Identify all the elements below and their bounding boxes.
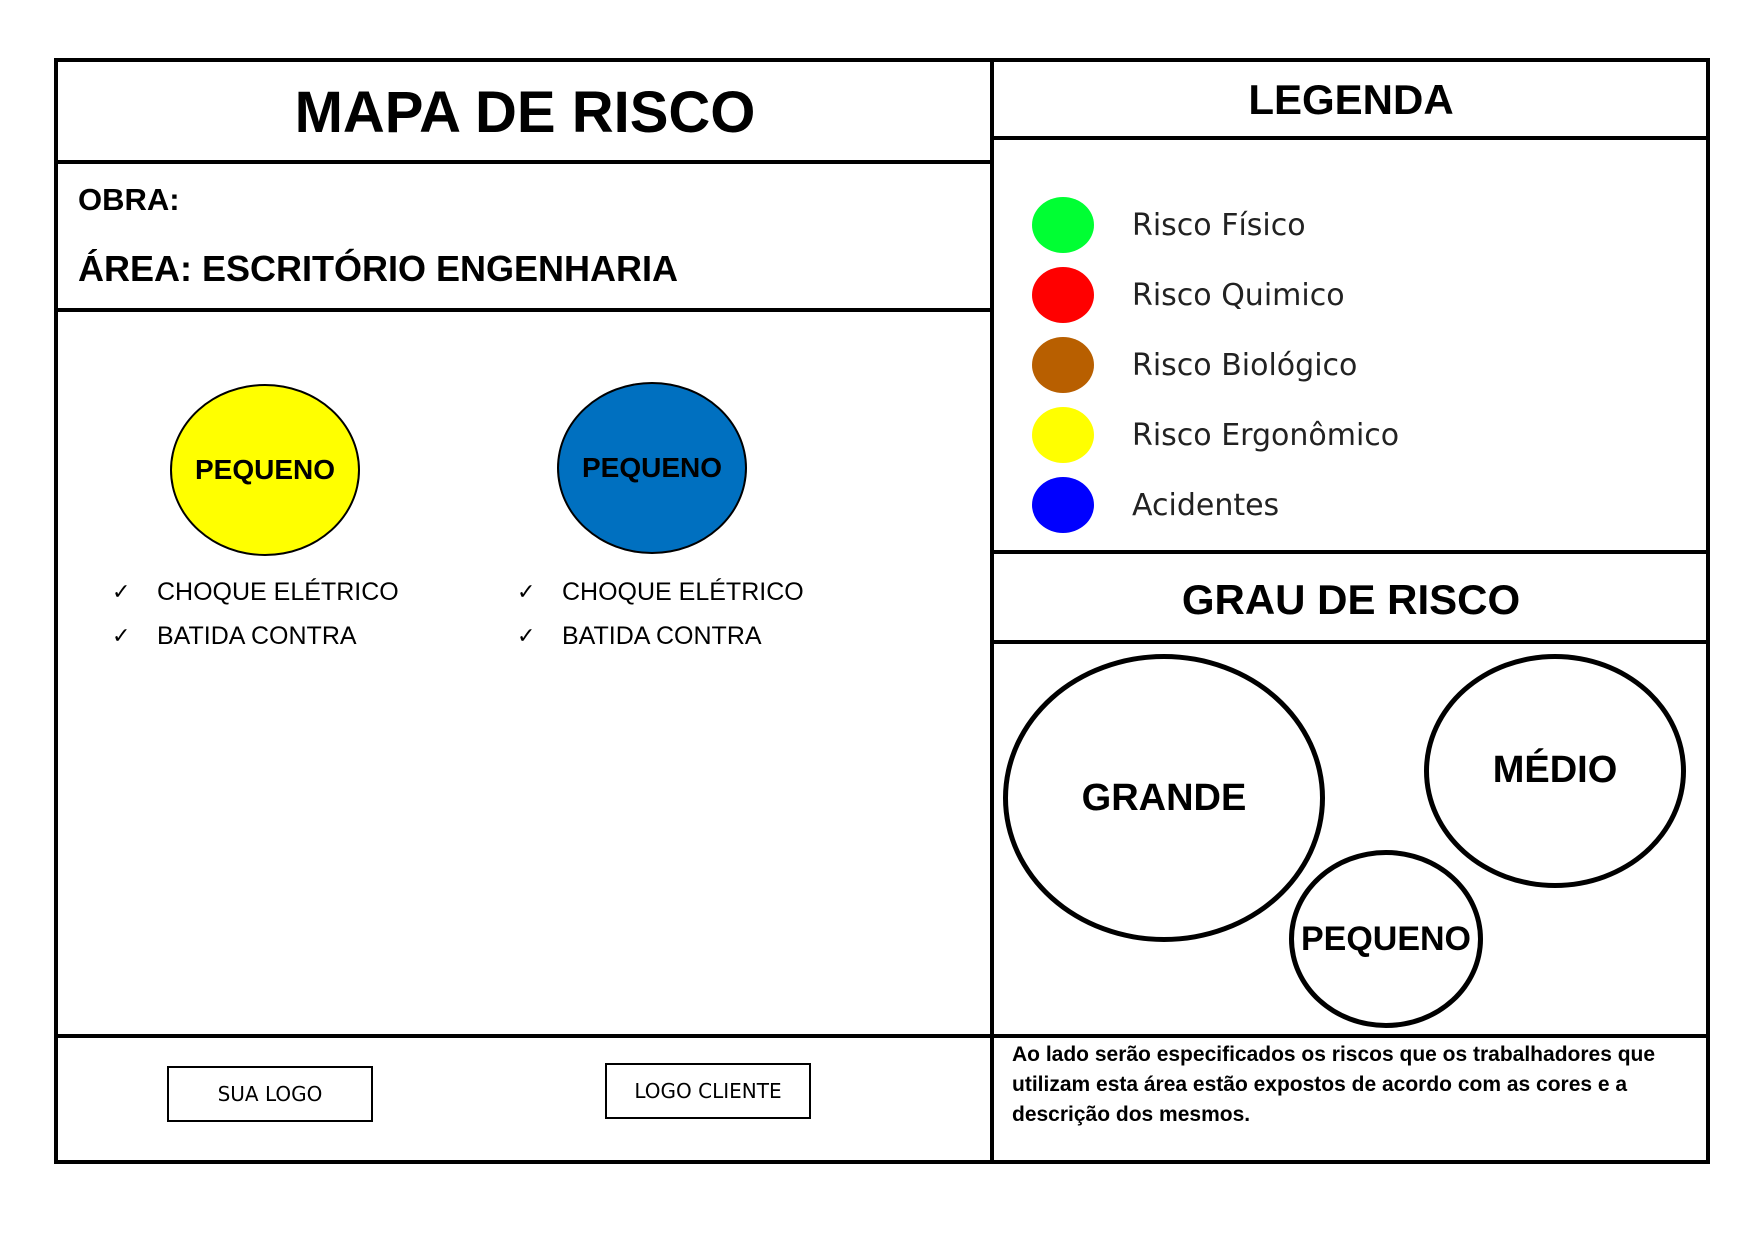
grau-label-medio: MÉDIO (1492, 749, 1618, 791)
checkmark-icon: ✓ (517, 579, 536, 604)
grau-circle-grande (1003, 654, 1325, 942)
legend-label: Acidentes (1132, 487, 1280, 523)
checkmark-icon: ✓ (517, 623, 536, 648)
risk-item-text: CHOQUE ELÉTRICO (157, 577, 399, 606)
grau-title: GRAU DE RISCO (1181, 576, 1521, 623)
legend-item-chemical (1032, 260, 1399, 330)
risk-item-text: CHOQUE ELÉTRICO (562, 577, 804, 606)
grau-label-grande: GRANDE (1081, 776, 1247, 819)
list-item (112, 570, 399, 614)
legend-item-biological (1032, 330, 1399, 400)
legend-list (1032, 190, 1399, 540)
legend-bottom-divider (990, 550, 1710, 554)
risk-list-1 (112, 570, 399, 658)
brown-dot-icon (1032, 337, 1094, 393)
list-item (112, 614, 399, 658)
risk-list-2 (517, 570, 804, 658)
risk-circle-accident (557, 382, 747, 554)
footnote-text: Ao lado serão especificados os riscos que os trabalhadores que utilizam esta área estão expostos de acordo com as cores e a descrição dos mesmos. (1012, 1043, 1656, 1126)
risk-circle-ergonomic (170, 384, 360, 556)
legend-label: Risco Ergonômico (1132, 417, 1400, 453)
legend-label: Risco Quimico (1132, 277, 1345, 313)
risk-item-text: BATIDA CONTRA (562, 621, 762, 650)
green-dot-icon (1032, 197, 1094, 253)
own-logo-placeholder: SUA LOGO (167, 1066, 373, 1122)
legend-label: Risco Biológico (1132, 347, 1358, 383)
risk-level-label: PEQUENO (581, 452, 723, 483)
grau-label-pequeno: PEQUENO (1300, 919, 1472, 958)
grau-circle-medio (1424, 654, 1686, 888)
risk-item-text: BATIDA CONTRA (157, 621, 357, 650)
legend-title: LEGENDA (1248, 76, 1454, 123)
legend-label: Risco Físico (1132, 207, 1306, 243)
info-divider (54, 308, 992, 312)
list-item (517, 614, 804, 658)
grau-circle-pequeno (1289, 850, 1483, 1028)
legend-item-physical (1032, 190, 1399, 260)
legend-item-accidents (1032, 470, 1399, 540)
red-dot-icon (1032, 267, 1094, 323)
risk-level-label: PEQUENO (194, 454, 336, 485)
footer-divider (54, 1034, 1710, 1038)
legend-item-ergonomic (1032, 400, 1399, 470)
column-divider (990, 58, 994, 1164)
client-logo-placeholder: LOGO CLIENTE (605, 1063, 811, 1119)
blue-dot-icon (1032, 477, 1094, 533)
page-title: MAPA DE RISCO (294, 79, 756, 145)
obra-label: OBRA: (78, 182, 180, 217)
area-label: ÁREA: ESCRITÓRIO ENGENHARIA (78, 248, 679, 289)
list-item (517, 570, 804, 614)
yellow-dot-icon (1032, 407, 1094, 463)
checkmark-icon: ✓ (112, 579, 131, 604)
checkmark-icon: ✓ (112, 623, 131, 648)
